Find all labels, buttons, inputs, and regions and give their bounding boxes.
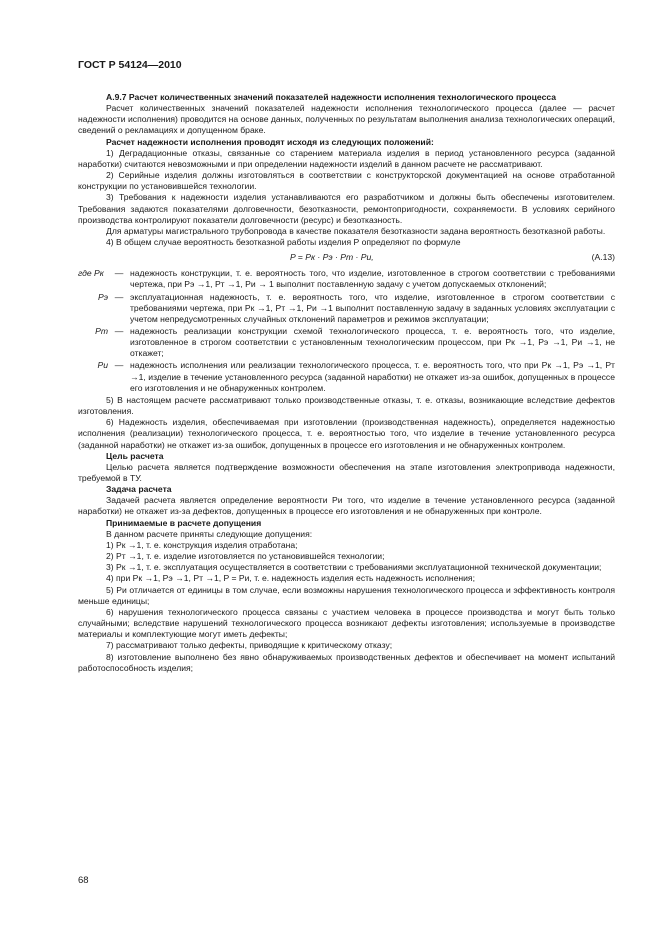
- definition-item: [78, 292, 615, 325]
- definition-symbol: Pи: [97, 360, 108, 371]
- assumption-item: 3) Pк →1, т. е. эксплуатация осуществляется в соответствии с требованиями эксплуатационной технической документации;: [106, 562, 602, 573]
- provision-2: 2) Серийные изделия должны изготовляться в соответствии с конструкторской документацией на основе отработанной конструкции по установившейся технологии.: [78, 170, 615, 192]
- definition-item: [78, 326, 615, 359]
- provision-4: 4) В общем случае вероятность безотказной работы изделия Р определяют по формуле: [106, 237, 461, 248]
- assumption-item: 1) Pк →1, т. е. конструкция изделия отработана;: [106, 539, 298, 550]
- assumption-item: 8) изготовление выполнено без явно обнаруживаемых производственных дефектов и обеспечивает на момент испытаний работоспособность изделия;: [78, 651, 615, 673]
- task-text: Задачей расчета является определение вероятности Pи того, что изделие в течение установленного ресурса (заданной наработки) не откажет из-за дефектов, допущенных в процессе его изготовления и не обнаруженных при контроле.: [78, 495, 615, 517]
- definition-symbol: где Pк: [78, 268, 104, 279]
- document-body: [78, 92, 615, 674]
- assumptions-heading: Принимаемые в расчете допущения: [106, 517, 262, 528]
- provision-3-note: Для арматуры магистрального трубопровода в качестве показателя безотказности задана вероятность безотказной работы.: [106, 225, 606, 236]
- definition-symbol: Pт: [95, 325, 108, 336]
- section-title: А.9.7 Расчет количественных значений показателей надежности исполнения технологического процесса: [106, 92, 557, 102]
- provision-1: 1) Деградационные отказы, связанные со старением материала изделия в период установленного ресурса (заданной наработки) считаются невозможными и при определении надежности изделий в данном расчете не рассматривают.: [78, 147, 615, 169]
- formula-number: (А.13): [591, 252, 615, 263]
- provision-5: 5) В настоящем расчете рассматривают только производственные отказы, т. е. отказы, возникающие вследствие дефектов изготовления.: [78, 394, 615, 417]
- goal-text: Целью расчета является подтверждение возможности обеспечения на этапе изготовления электропривода надежности, требуемой в ТУ.: [78, 461, 615, 483]
- definition-item: [78, 360, 615, 393]
- definition-dash: —: [114, 360, 124, 371]
- goal-heading: Цель расчета: [106, 450, 164, 461]
- definition-dash: —: [114, 268, 124, 279]
- assumption-item: 4) при Pк →1, Pэ →1, Pт →1, P = Pи, т. е. надежность изделия есть надежность исполнения;: [106, 573, 475, 584]
- definition-dash: —: [114, 291, 124, 302]
- assumption-item: 7) рассматривают только дефекты, приводящие к критическому отказу;: [106, 640, 393, 651]
- definition-item: [78, 268, 615, 290]
- definition-dash: —: [114, 325, 124, 336]
- assumption-item: 6) нарушения технологического процесса связаны с участием человека в процессе производства и могут быть только случайными; вследствие нарушений технологического процесса возникают дефекты изготовления; используемые в производстве материалы и комплектующие могут иметь дефекты;: [78, 606, 615, 640]
- formula-row: [78, 251, 615, 267]
- provisions-heading: Расчет надежности исполнения проводят исходя из следующих положений:: [106, 136, 434, 147]
- provision-3: 3) Требования к надежности изделия устанавливаются его разработчиком и должны быть обеспечены изготовителем. Требования задаются показателями долговечности, безотказности, ремонтопригодности, сохраняемости. В условиях серийного производства контролируют показатели долговечности (ресурс) и безотказность.: [78, 192, 615, 225]
- definition-text: надежность конструкции, т. е. вероятность того, что изделие, изготовленное в строгом соответствии с требованиями чертежа, при Pэ →1, Pт →1, Pи → 1 выполнит поставленную задачу с учетом допускаемых отклонений;: [130, 268, 615, 290]
- formula: P = Pк · Pэ · Pт · Pи,: [290, 252, 374, 263]
- definition-text: надежность реализации конструкции схемой технологического процесса, т. е. вероятность того, что изделие, изготовленное в строгом соответствии с установленным технологическим процессом, при Pк →1, Pэ →1, Pи →1, не откажет;: [130, 325, 615, 359]
- assumption-item: 2) Pт →1, т. е. изделие изготовляется по установившейся технологии;: [106, 551, 385, 562]
- provision-6: 6) Надежность изделия, обеспечиваемая при изготовлении (производственная надежность), определяется надежностью исполнения (реализации) технологического процесса, т. е. вероятностью того, что изделие в течение установленного ресурса (заданной наработки) не откажет из-за ошибок, допущенных в процессе его изготовления и не обнаруженных контролем.: [78, 417, 615, 450]
- assumptions-intro: В данном расчете приняты следующие допущения:: [106, 528, 313, 539]
- intro-paragraph: Расчет количественных значений показателей надежности исполнения технологического процесса (далее — расчет надежности исполнения) проводится на основе данных, полученных по результатам выполнения анализа технологических операций, сведений о рекламациях и допущенном браке.: [78, 103, 615, 136]
- definition-text: надежность исполнения или реализации технологического процесса, т. е. вероятность того, что при Pк →1, Pэ →1, Pт →1, изделие в течение установленного ресурса (заданной наработки) не откажет из-за ошибок, допущенных в процессе его изготовления и не обнаруженных контролем.: [130, 360, 615, 393]
- definition-symbol: Pэ: [98, 291, 108, 302]
- document-header: ГОСТ Р 54124—2010: [78, 59, 182, 71]
- assumption-item: 5) Pи отличается от единицы в том случае, если возможны нарушения технологического процесса и эффективность контроля меньше единицы;: [78, 584, 615, 606]
- definition-text: эксплуатационная надежность, т. е. вероятность того, что изделие, изготовленное в строгом соответствии с требованиями чертежа, при Pк →1, Pт →1, Pи →1 выполнит поставленную задачу в заданных условиях эксплуатации с учетом непредусмотренных случайных отклонений параметров и режимов эксплуатации;: [130, 291, 615, 324]
- page-number: 68: [78, 875, 89, 886]
- task-heading: Задача расчета: [106, 484, 172, 495]
